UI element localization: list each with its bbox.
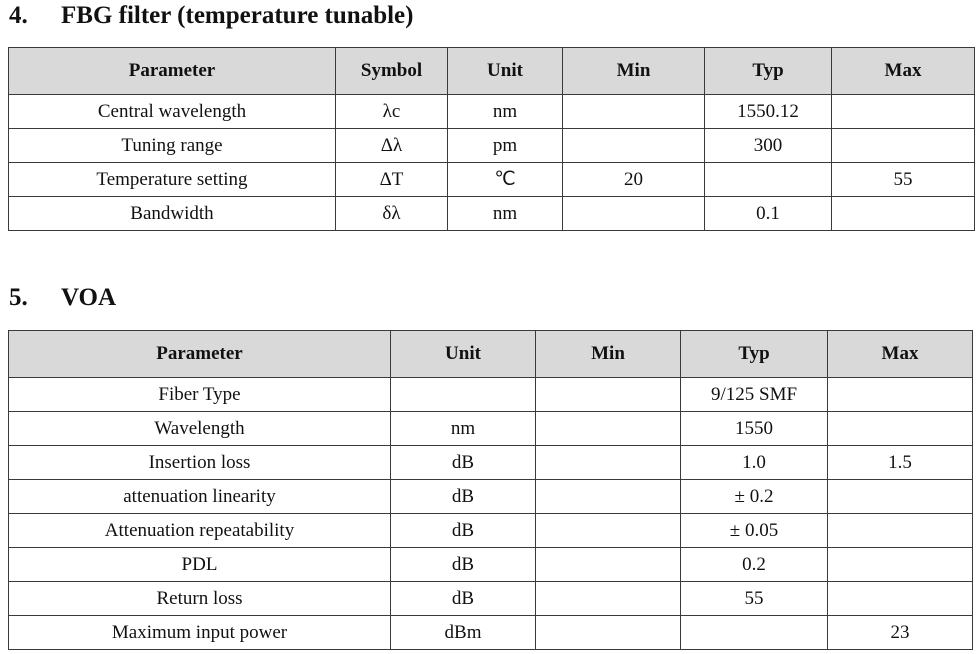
header-max: Max [828,331,973,378]
section-title-voa [9,283,116,313]
section-title-text: FBG filter (temperature tunable) [61,2,414,29]
table-row [9,129,975,163]
cell-typ [681,616,828,650]
header-typ: Typ [705,48,832,95]
cell-parameter: Return loss [9,582,391,616]
cell-typ: ± 0.05 [681,514,828,548]
cell-unit [391,378,536,412]
cell-max [828,514,973,548]
cell-min [536,548,681,582]
cell-max: 55 [832,163,975,197]
cell-symbol: δλ [336,197,448,231]
header-min: Min [536,331,681,378]
cell-max [828,548,973,582]
header-typ: Typ [681,331,828,378]
table-row [9,412,973,446]
cell-min [536,480,681,514]
cell-unit: dBm [391,616,536,650]
cell-min [536,616,681,650]
cell-typ: 1.0 [681,446,828,480]
header-parameter: Parameter [9,48,336,95]
cell-max [832,95,975,129]
table-row [9,163,975,197]
header-unit: Unit [391,331,536,378]
voa-parameter-table [8,330,973,650]
cell-min [563,197,705,231]
cell-typ [705,163,832,197]
table-row [9,582,973,616]
cell-typ: 0.1 [705,197,832,231]
cell-max [828,378,973,412]
table-row [9,378,973,412]
cell-min [536,378,681,412]
cell-max [828,480,973,514]
table-header-row [9,48,975,95]
cell-unit: dB [391,548,536,582]
cell-max: 1.5 [828,446,973,480]
cell-typ: 1550.12 [705,95,832,129]
fbg-parameter-table [8,47,975,231]
table-row [9,548,973,582]
cell-unit: nm [448,95,563,129]
cell-min [563,95,705,129]
cell-min [536,446,681,480]
cell-parameter: Attenuation repeatability [9,514,391,548]
cell-parameter: Tuning range [9,129,336,163]
cell-unit: pm [448,129,563,163]
cell-typ: 0.2 [681,548,828,582]
cell-min [563,129,705,163]
cell-symbol: Δλ [336,129,448,163]
cell-symbol: λc [336,95,448,129]
header-min: Min [563,48,705,95]
cell-parameter: Temperature setting [9,163,336,197]
cell-parameter: Wavelength [9,412,391,446]
cell-parameter: Bandwidth [9,197,336,231]
cell-max: 23 [828,616,973,650]
cell-unit: dB [391,582,536,616]
cell-parameter: attenuation linearity [9,480,391,514]
cell-max [828,412,973,446]
cell-unit: dB [391,446,536,480]
table-row [9,95,975,129]
cell-typ: 300 [705,129,832,163]
cell-typ: 55 [681,582,828,616]
cell-parameter: Central wavelength [9,95,336,129]
cell-unit: ℃ [448,163,563,197]
cell-typ: ± 0.2 [681,480,828,514]
cell-unit: nm [391,412,536,446]
cell-unit: nm [448,197,563,231]
cell-max [828,582,973,616]
header-max: Max [832,48,975,95]
cell-parameter: PDL [9,548,391,582]
header-symbol: Symbol [336,48,448,95]
table-row [9,616,973,650]
table-row [9,514,973,548]
header-parameter: Parameter [9,331,391,378]
cell-min: 20 [563,163,705,197]
cell-min [536,514,681,548]
section-number: 5. [9,284,28,311]
cell-parameter: Fiber Type [9,378,391,412]
cell-min [536,582,681,616]
cell-max [832,197,975,231]
cell-parameter: Maximum input power [9,616,391,650]
cell-unit: dB [391,480,536,514]
table-row [9,480,973,514]
cell-unit: dB [391,514,536,548]
cell-min [536,412,681,446]
section-title-text: VOA [61,284,117,311]
section-title-fbg [9,1,413,31]
cell-parameter: Insertion loss [9,446,391,480]
table-row [9,446,973,480]
cell-max [832,129,975,163]
table-header-row [9,331,973,378]
table-row [9,197,975,231]
section-number: 4. [9,2,28,29]
header-unit: Unit [448,48,563,95]
cell-symbol: ΔT [336,163,448,197]
cell-typ: 9/125 SMF [681,378,828,412]
cell-typ: 1550 [681,412,828,446]
